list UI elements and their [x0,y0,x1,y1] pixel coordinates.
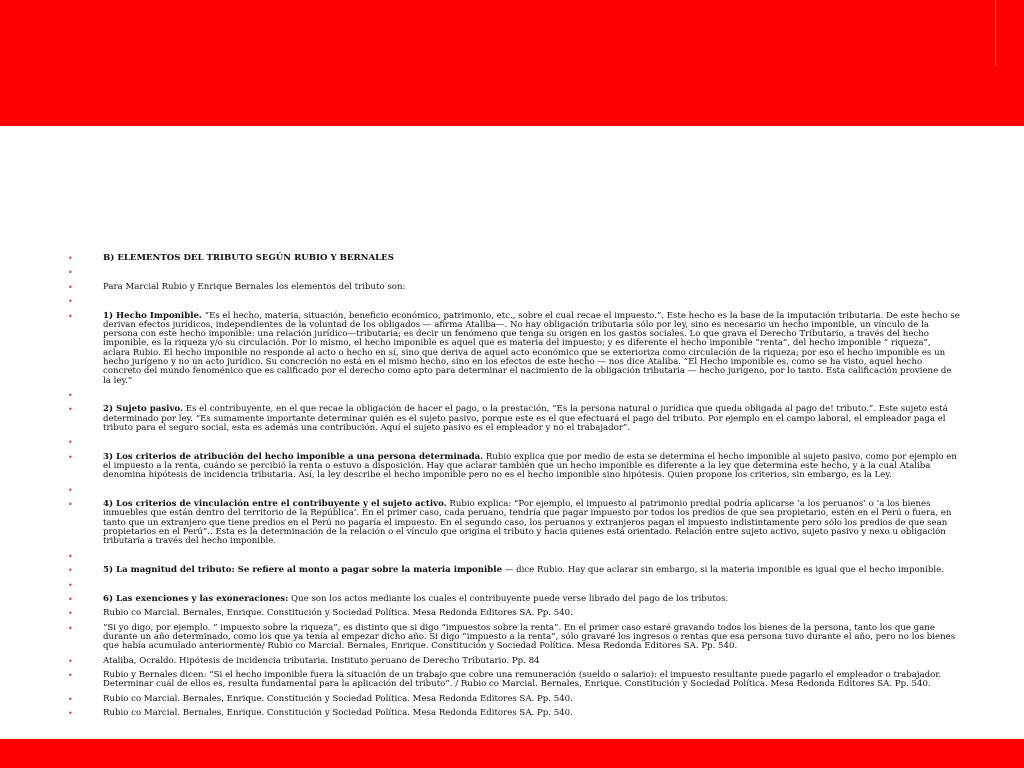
list-item-footnote: • Rubio co Marcial. Bernales, Enrique. Constitución y Sociedad Política. Mesa Redonda Editores SA. Pp. 540. [68,693,573,704]
bullet-icon: • [68,282,73,292]
slide-content [68,254,960,718]
bullet-icon: • [68,268,73,278]
bullet-icon: • [68,311,73,321]
bullet-icon: • [68,671,73,681]
list-item-magnitud: • 5) La magnitud del tributo: Se refiere al monto a pagar sobre la materia imponible — dice Rubio. Hay que aclarar sin embargo, si la materia imponible es igual que el hecho imponible. [68,565,944,576]
bullet-icon: • [68,438,73,448]
bullet-list [68,254,960,718]
bullet-icon: • [68,566,73,576]
bullet-icon: • [68,500,73,510]
list-item-footnote: • Ataliba, Ocraldo. Hipótesis de incidencia tributaria. Instituto peruano de Derecho Tributario. Pp. 84 [68,655,540,666]
bullet-icon: • [68,297,73,307]
list-item-footnote: • Rubio co Marcial. Bernales, Enrique. Constitución y Sociedad Política. Mesa Redonda Editores SA. Pp. 540. [68,708,573,719]
bullet-icon: • [68,551,73,561]
bullet-icon: • [68,254,73,263]
bullet-icon: • [68,485,73,495]
bullet-icon: • [68,694,73,704]
list-item-empty [68,486,960,495]
list-item-empty [68,297,960,306]
bullet-icon: • [68,580,73,590]
list-item-footnote: • “Si yo digo, por ejemplo. ” impuesto sobre la riqueza”, es distinto que si digo “impuestos sobre la renta”. En el primer caso estaré gravando todos los bienes de la persona, tanto los que gane durante un año determinado, como los que ya tenía al empezar dicho año. Si digo “impuesto a la renta”, sólo gravaré los ingresos o rentas que esa persona tuvo durante el año, pero no los bienes que había acumulado anteriormente/ Rubio co Marcial. Bernales, Enrique. Constitución y Sociedad Política. Mesa Redonda Editores SA. Pp. 540. [68,622,956,652]
list-item-intro: • Para Marcial Rubio y Enrique Bernales los elementos del tributo son: [68,281,406,292]
list-item-empty [68,268,960,277]
top-red-band [0,0,1024,126]
list-item-footnote: • Rubio co Marcial. Bernales, Enrique. Constitución y Sociedad Política. Mesa Redonda Editores SA. Pp. 540. [68,608,573,619]
list-item-empty [68,581,960,590]
list-item-heading: • B) ELEMENTOS DEL TRIBUTO SEGÚN RUBIO Y BERNALES [68,253,394,263]
bullet-icon: • [68,594,73,604]
bullet-icon: • [68,452,73,462]
bullet-icon: • [68,609,73,619]
list-item-empty [68,391,960,400]
list-item-exenciones: • 6) Las exenciones y las exoneraciones: Que son los actos mediante los cuales el contribuyente puede verse librado del pago de los tributos. [68,593,729,604]
list-item-footnote: • Rubio y Bernales dicen: “Si el hecho imponible fuera la situación de un trabajo que cobre una remuneración (sueldo o salario): el impuesto resultante puede pagarlo el empleador o trabajador. Determinar cuál de ellos es, resulta fundamental para la aplicación del tributo”. / Rubio co Marcial. Bernales, Enrique. Constitución y Sociedad Política. Mesa Redonda Editores SA. Pp. 540. [68,670,942,690]
bullet-icon: • [68,623,73,633]
list-item-empty [68,552,960,561]
top-band-divider [995,0,996,66]
list-item-empty [68,438,960,447]
bullet-icon: • [68,656,73,666]
list-item-criterios-vinculacion: • 4) Los criterios de vinculación entre el contribuyente y el sujeto activo. Rubio explica: “Por ejemplo, el impuesto al patrimonio predial podría aplicarse ‘a los peruanos’ o ‘a los bienes inmuebles que están dentro del territorio de la República’. En el primer caso, cada peruano, tendría que pagar impuesto por todos los predios de que sea propietario, estén en el Perú o fuera, en tanto que un extranjero que tiene predios en el Perú no pagaría el impuesto. En el segundo caso, los peruanos y extranjeros pagan el impuesto indistintamente pero sólo los predios de que sean propietarios en el Perú”.. Esta es la determinación de la relación o el vínculo que origina el tributo y hacia quienes está orientado. Relación entre sujeto activo, sujeto pasivo y nexo u obligación tributaria a través del hecho imponible. [68,499,952,547]
list-item-hecho-imponible: • 1) Hecho Imponible. “Es el hecho, materia, situación, beneficio económico, patrimonio, etc., sobre el cual recae el impuesto.”. Este hecho es la base de la imputación tributaria. De este hecho se derivan efectos jurídicos, independientes de la voluntad de los obligados — afirma Ataliba—. No hay obligación tributaria sólo por ley, sino es necesario un hecho imponible, un vínculo de la persona con este hecho imponible: una relación jurídico—tributaria; es decir un fenómeno que tenga su origen en los gastos sociales. Lo que grava el Derecho Tributario, a través del hecho imponible, es la riqueza y/o su circulación. Por lo mismo, el hecho imponible es aquel que es materia del impuesto; y es diferente el hecho imponible “renta”, del hecho imponible “ riqueza”, aclara Rubio. El hecho imponible no responde al acto o hecho en sí, sino que deriva de aquel acto económico que se exterioriza como circulación de la riqueza; por eso el hecho imponible es un hecho jurígeno y no un acto jurídico. Su concreción no está en el mismo hecho, sino en los efectos de este hecho — nos dice Ataliba. “El Hecho imponible es, como se ha visto, aquel hecho concreto del mundo fenoménico que es calificado por el derecho como apto para determinar el nacimiento de la obligación tributaria — hecho jurígeno, por lo tanto. Esta calificación proviene de la ley.” [68,310,960,386]
list-item-sujeto-pasivo: • 2) Sujeto pasivo. Es el contribuyente, en el que recae la obligación de hacer el pago, o la prestación, “Es la persona natural o jurídica que queda obligada al pago de! tributo.”. Este sujeto está determinado por ley. “Es sumamente importante determinar quién es el sujeto pasivo, porque este es el que efectuará el pago del tributo. Por ejemplo en el campo laboral, el empleador paga el tributo para el seguro social, esta es además una contribución. Aquí el sujeto pasivo es el empleador y no el trabajador”. [68,404,948,434]
list-item-criterios-atribucion: • 3) Los criterios de atribución del hecho imponible a una persona determinada. Rubio explica que por medio de esta se determina el hecho imponible al sujeto pasivo, como por ejemplo en el impuesto a la renta, cuándo se percibió la renta o estuvo a disposición. Hay que aclarar también que un hecho imponible es diferente a la ley que determina este hecho, y a la cual Ataliba denomina hipótesis de incidencia tributaria. Así, la ley describe el hecho imponible pero no es el hecho imponible sino hipótesis. Quien propone los criterios, sin embargo, es la Ley. [68,451,957,481]
bullet-icon: • [68,709,73,719]
bullet-icon: • [68,391,73,401]
bullet-icon: • [68,405,73,415]
bottom-red-band [0,739,1024,768]
